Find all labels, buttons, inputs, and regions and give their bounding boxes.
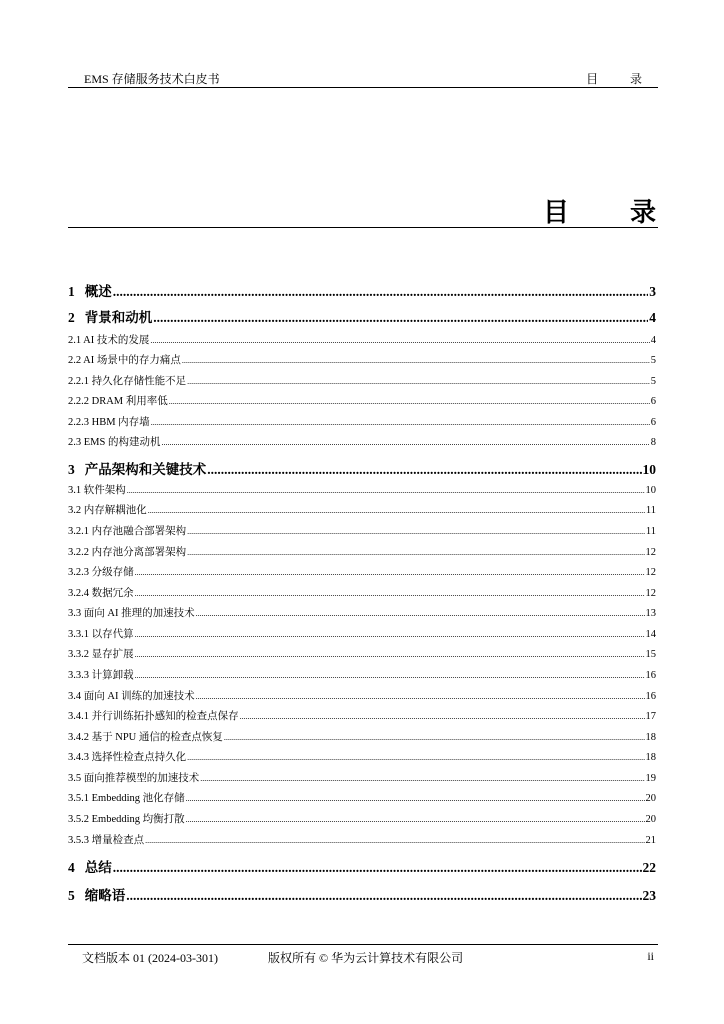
toc-entry-text: 产品架构和关键技术 [84, 462, 207, 477]
toc-entry-label [68, 523, 186, 538]
toc-entry[interactable] [68, 434, 656, 449]
toc-entry[interactable] [68, 884, 656, 904]
toc-entry-label [68, 564, 134, 579]
toc-entry-label [68, 458, 206, 478]
toc-entry-text: 3.5.3 增量检查点 [68, 835, 145, 846]
toc-entry[interactable] [68, 856, 656, 876]
toc-entry[interactable] [68, 280, 656, 300]
toc-leader-dots [240, 711, 645, 722]
toc-entry[interactable] [68, 626, 656, 641]
toc-leader-dots [148, 505, 645, 516]
toc-entry-label [68, 790, 185, 805]
toc-entry-label [68, 832, 144, 847]
toc-leader-dots [169, 396, 650, 407]
header-doc-title: EMS 存储服务技术白皮书 [84, 72, 220, 86]
toc-entry-text: 3.1 软件架构 [68, 485, 126, 496]
toc-entry-text: 2.2.3 HBM 内存墙 [68, 417, 150, 428]
toc-entry-page: 18 [645, 732, 656, 743]
toc-leader-dots [135, 588, 645, 599]
toc-entry-page: 8 [650, 437, 656, 448]
page-header [68, 66, 658, 88]
toc-entry[interactable] [68, 646, 656, 661]
toc-entry[interactable] [68, 749, 656, 764]
toc-leader-dots [187, 752, 644, 763]
toc-entry-label [68, 749, 186, 764]
footer-copyright: 版权所有 © 华为云计算技术有限公司 [268, 951, 464, 965]
toc-entry-text: 3.2 内存解耦池化 [68, 505, 147, 516]
toc-entry-page: 11 [645, 505, 656, 516]
toc-entry-page: 16 [645, 670, 656, 681]
toc-entry[interactable] [68, 458, 656, 478]
toc-entry-page: 11 [645, 526, 656, 537]
toc-entry[interactable] [68, 523, 656, 538]
toc-leader-dots [151, 417, 650, 428]
toc-entry[interactable] [68, 482, 656, 497]
toc-entry-text: 缩略语 [84, 888, 126, 903]
toc-entry[interactable] [68, 373, 656, 388]
toc-entry-number: 4 [68, 860, 75, 875]
toc-entry-number: 2 [68, 310, 75, 325]
toc-entry-text: 3.2.2 内存池分离部署架构 [68, 547, 187, 558]
toc-leader-dots [187, 547, 644, 558]
page-footer [68, 944, 658, 966]
toc-entry-page: 13 [645, 608, 656, 619]
toc-leader-dots [186, 793, 645, 804]
toc-entry-label [68, 688, 195, 703]
toc-entry-page: 12 [645, 567, 656, 578]
toc-entry[interactable] [68, 502, 656, 517]
toc-entry[interactable] [68, 688, 656, 703]
toc-entry[interactable] [68, 708, 656, 723]
toc-entry[interactable] [68, 544, 656, 559]
toc-entry-page: 18 [645, 752, 656, 763]
toc-entry-label [68, 332, 149, 347]
toc-entry-page: 15 [645, 649, 656, 660]
toc-entry-label [68, 482, 126, 497]
toc-entry[interactable] [68, 414, 656, 429]
toc-leader-dots [135, 629, 645, 640]
toc-entry[interactable] [68, 770, 656, 785]
toc-entry[interactable] [68, 352, 656, 367]
toc-entry-text: 2.2 AI 场景中的存力痛点 [68, 355, 181, 366]
toc-entry-page: 4 [649, 310, 656, 325]
toc-entry-page: 5 [650, 376, 656, 387]
toc-entry-page: 6 [650, 396, 656, 407]
toc-entry-text: 2.1 AI 技术的发展 [68, 335, 150, 346]
toc-entry-label [68, 502, 147, 517]
toc-entry-page: 6 [650, 417, 656, 428]
toc-entry[interactable] [68, 585, 656, 600]
toc-entry-label [68, 667, 134, 682]
toc-leader-dots [187, 526, 645, 537]
header-section: 目 录 [586, 72, 656, 86]
toc-entry[interactable] [68, 832, 656, 847]
toc-entry-text: 3.3.3 计算卸载 [68, 670, 134, 681]
toc-entry-label [68, 585, 134, 600]
toc-entry-page: 19 [645, 773, 656, 784]
toc-entry-page: 10 [642, 462, 656, 477]
toc-leader-dots [153, 310, 648, 326]
toc-entry-text: 概述 [84, 284, 112, 299]
toc-entry-page: 3 [649, 284, 656, 299]
toc-leader-dots [196, 608, 645, 619]
toc-leader-dots [207, 462, 641, 478]
toc-entry[interactable] [68, 811, 656, 826]
toc-leader-dots [113, 860, 642, 876]
toc-entry[interactable] [68, 729, 656, 744]
footer-version: 文档版本 01 (2024-03-301) [82, 951, 218, 965]
toc-leader-dots [135, 567, 645, 578]
toc-entry-text: 2.2.1 持久化存储性能不足 [68, 376, 187, 387]
toc-entry-page: 16 [645, 691, 656, 702]
toc-entry-label [68, 626, 134, 641]
toc-entry-label [68, 544, 186, 559]
toc-entry-page: 17 [645, 711, 656, 722]
toc-entry[interactable] [68, 564, 656, 579]
toc-entry-text: 3.4.1 并行训练拓扑感知的检查点保存 [68, 711, 239, 722]
toc-entry-page: 20 [645, 793, 656, 804]
toc-entry-label [68, 414, 150, 429]
toc-entry-text: 3.2.4 数据冗余 [68, 588, 134, 599]
toc-entry-page: 5 [650, 355, 656, 366]
toc-entry-text: 2.2.2 DRAM 利用率低 [68, 396, 168, 407]
toc-entry[interactable] [68, 605, 656, 620]
toc-entry-label [68, 770, 199, 785]
toc-entry-page: 12 [645, 547, 656, 558]
toc-entry-text: 3.4.2 基于 NPU 通信的检查点恢复 [68, 732, 223, 743]
toc-entry-label [68, 605, 195, 620]
toc-entry[interactable] [68, 306, 656, 326]
toc-entry-page: 21 [645, 835, 656, 846]
toc-entry[interactable] [68, 667, 656, 682]
toc-entry-label [68, 884, 125, 904]
toc-entry-label [68, 646, 134, 661]
toc-leader-dots [127, 485, 645, 496]
toc-entry-text: 3.3.2 显存扩展 [68, 649, 134, 660]
toc-entry-text: 3.4 面向 AI 训练的加速技术 [68, 691, 195, 702]
toc-entry-text: 3.2.1 内存池融合部署架构 [68, 526, 187, 537]
title-block [68, 188, 682, 228]
toc-entry-label [68, 729, 223, 744]
toc-entry[interactable] [68, 332, 656, 347]
toc-entry-page: 23 [642, 888, 656, 903]
toc-leader-dots [186, 814, 645, 825]
toc-entry-label [68, 708, 239, 723]
toc-entry-label [68, 393, 168, 408]
toc-leader-dots [200, 773, 644, 784]
toc-entry-page: 10 [645, 485, 656, 496]
toc-entry-text: 3.5 面向推荐模型的加速技术 [68, 773, 200, 784]
toc-leader-dots [113, 284, 649, 300]
toc-leader-dots [135, 670, 645, 681]
toc-leader-dots [150, 335, 649, 346]
toc-entry-text: 总结 [84, 860, 112, 875]
toc-entry-label [68, 306, 152, 326]
toc-entry-text: 2.3 EMS 的构建动机 [68, 437, 161, 448]
toc-entry-text: 3.5.1 Embedding 池化存储 [68, 793, 185, 804]
toc-leader-dots [126, 888, 641, 904]
toc-entry[interactable] [68, 790, 656, 805]
toc-entry[interactable] [68, 393, 656, 408]
toc-entry-text: 3.3 面向 AI 推理的加速技术 [68, 608, 195, 619]
toc-entry-text: 3.3.1 以存代算 [68, 629, 134, 640]
toc-leader-dots [187, 376, 650, 387]
toc-entry-text: 3.5.2 Embedding 均衡打散 [68, 814, 185, 825]
toc-entry-text: 背景和动机 [84, 310, 153, 325]
toc-entry-label [68, 856, 112, 876]
toc-leader-dots [161, 437, 649, 448]
toc-entry-label [68, 280, 112, 300]
toc-entry-text: 3.4.3 选择性检查点持久化 [68, 752, 187, 763]
toc-entry-text: 3.2.3 分级存储 [68, 567, 134, 578]
toc-entry-label [68, 811, 185, 826]
toc-entry-page: 20 [645, 814, 656, 825]
toc-entry-label [68, 373, 186, 388]
footer-page-number: ii [647, 949, 654, 963]
toc-leader-dots [182, 355, 650, 366]
toc-leader-dots [224, 732, 645, 743]
toc-leader-dots [196, 691, 645, 702]
toc-entry-number: 3 [68, 462, 75, 477]
toc-entry-page: 22 [642, 860, 656, 875]
toc-entry-number: 5 [68, 888, 75, 903]
toc-entry-page: 4 [650, 335, 656, 346]
toc-entry-number: 1 [68, 284, 75, 299]
toc-leader-dots [145, 835, 644, 846]
toc-entry-page: 14 [645, 629, 656, 640]
toc-leader-dots [135, 649, 645, 660]
page-title: 目 录 [542, 198, 682, 228]
toc-entry-label [68, 434, 160, 449]
toc-entry-page: 12 [645, 588, 656, 599]
toc-entry-label [68, 352, 181, 367]
